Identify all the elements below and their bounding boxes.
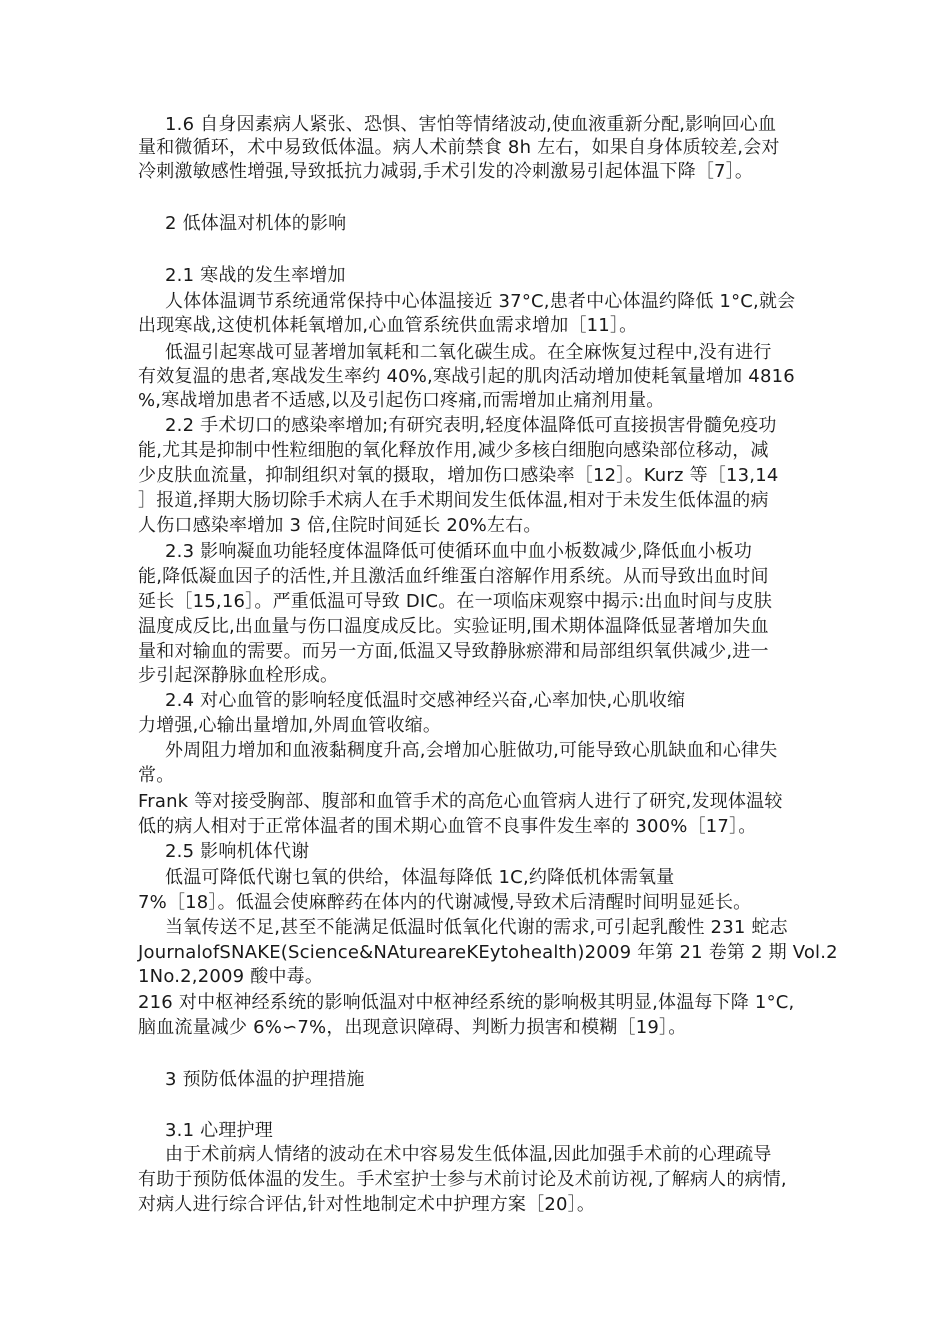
text-line: 当氧传送不足,甚至不能满足低温时低氧化代谢的需求,可引起乳酸性 231 蛇志 xyxy=(165,917,788,938)
text-line: 能,降低凝血因子的活性,并且激活血纤维蛋白溶解作用系统。从而导致出血时间 xyxy=(138,566,769,587)
subsection-heading: 3.1 心理护理 xyxy=(165,1120,273,1141)
text-line: 外周阻力增加和血液黏稠度升高,会增加心脏做功,可能导致心肌缺血和心律失 xyxy=(165,740,778,761)
text-line: 有助于预防低体温的发生。手术室护士参与术前讨论及术前访视,了解病人的病情, xyxy=(138,1169,787,1190)
text-line: 低温引起寒战可显著增加氧耗和二氧化碳生成。在全麻恢复过程中,没有进行 xyxy=(165,342,772,363)
text-line: 步引起深静脉血栓形成。 xyxy=(138,665,339,686)
text-line: 2.4 对心血管的影响轻度低温时交感神经兴奋,心率加快,心肌收缩 xyxy=(165,690,686,711)
text-line: 力增强,心输出量增加,外周血管收缩。 xyxy=(138,715,442,736)
text-line: 出现寒战,这使机体耗氧增加,心血管系统供血需求增加［11］。 xyxy=(138,315,638,336)
subsection-heading: 2.1 寒战的发生率增加 xyxy=(165,265,346,286)
section-heading: 3 预防低体温的护理措施 xyxy=(165,1069,365,1090)
text-line: 人伤口感染率增加 3 倍,住院时间延长 20%左右。 xyxy=(138,515,542,536)
text-line: 有效复温的患者,寒战发生率约 40%,寒战引起的肌肉活动增加使耗氧量增加 4816 xyxy=(138,366,795,387)
text-line: 少皮肤血流量，抑制组织对氧的摄取，增加伤口感染率［12］。Kurz 等［13,14 xyxy=(138,465,779,486)
text-line: 温度成反比,出血量与伤口温度成反比。实验证明,围术期体温降低显著增加失血 xyxy=(138,616,769,637)
text-line: 7%［18］。低温会使麻醉药在体内的代谢减慢,导致术后清醒时间明显延长。 xyxy=(138,892,752,913)
text-line: 对病人进行综合评估,针对性地制定术中护理方案［20］。 xyxy=(138,1194,596,1215)
text-line: 2.2 手术切口的感染率增加;有研究表明,轻度体温降低可直接损害骨髓免疫功 xyxy=(165,415,777,436)
text-line: 由于术前病人情绪的波动在术中容易发生低体温,因此加强手术前的心理疏导 xyxy=(165,1144,772,1165)
text-line: 1.6 自身因素病人紧张、恐惧、害怕等情绪波动,使血液重新分配,影响回心血 xyxy=(165,114,777,135)
text-line: 人体体温调节系统通常保持中心体温接近 37°C,患者中心体温约降低 1°C,就会 xyxy=(165,291,796,312)
text-line: 常。 xyxy=(138,765,175,786)
text-line: Frank 等对接受胸部、腹部和血管手术的高危心血管病人进行了研究,发现体温较 xyxy=(138,791,783,812)
text-line: 低的病人相对于正常体温者的围术期心血管不良事件发生率的 300%［17］。 xyxy=(138,816,757,837)
section-heading: 2 低体温对机体的影响 xyxy=(165,213,347,234)
text-line: 216 对中枢神经系统的影响低温对中枢神经系统的影响极其明显,体温每下降 1°C, xyxy=(138,992,795,1013)
text-line: 量和微循环，术中易致低体温。病人术前禁食 8h 左右，如果自身体质较差,会对 xyxy=(138,137,780,158)
text-line: JournalofSNAKE(Science&NAtureareKEytohealth)2009 年第 21 卷第 2 期 Vol.2 xyxy=(138,942,838,963)
text-line: ］报道,择期大肠切除手术病人在手术期间发生低体温,相对于未发生低体温的病 xyxy=(138,490,769,511)
text-line: 2.3 影响凝血功能轻度体温降低可使循环血中血小板数减少,降低血小板功 xyxy=(165,541,753,562)
text-line: 脑血流量减少 6%∽7%，出现意识障碍、判断力损害和模糊［19］。 xyxy=(138,1017,687,1038)
text-line: 冷刺激敏感性增强,导致抵抗力减弱,手术引发的冷刺激易引起体温下降［7］。 xyxy=(138,161,754,182)
text-line: 延长［15,16］。严重低温可导致 DIC。在一项临床观察中揭示:出血时间与皮肤 xyxy=(138,591,773,612)
text-line: 1No.2,2009 酸中毒。 xyxy=(138,966,324,987)
text-line: 能,尤其是抑制中性粒细胞的氧化释放作用,减少多核白细胞向感染部位移动，减 xyxy=(138,440,769,461)
text-line: 低温可降低代谢乜氧的供给，体温每降低 1C,约降低机体需氧量 xyxy=(165,867,675,888)
subsection-heading: 2.5 影响机体代谢 xyxy=(165,841,310,862)
text-line: 量和对输血的需要。而另一方面,低温又导致静脉瘀滞和局部组织氧供减少,进一 xyxy=(138,641,769,662)
text-line: %,寒战增加患者不适感,以及引起伤口疼痛,而需增加止痛剂用量。 xyxy=(138,390,665,411)
